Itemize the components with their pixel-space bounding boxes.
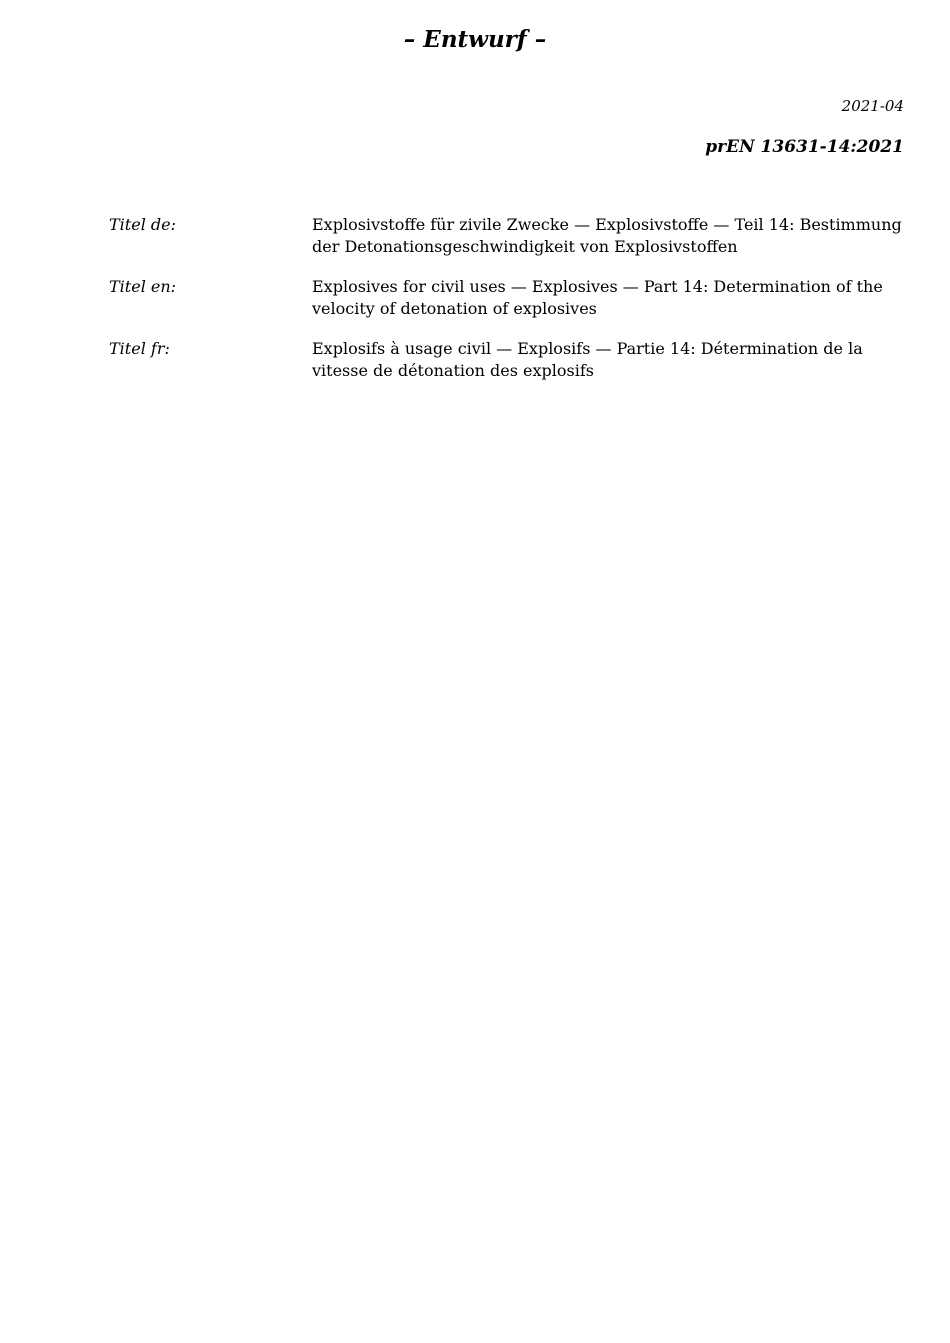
title-label-de: Titel de: [109,215,176,234]
title-row-fr [109,338,904,382]
title-block [109,214,904,400]
title-row-en [109,276,904,320]
document-date: 2021-04 [841,97,904,115]
title-text-en: Explosives for civil uses — Explosives — Part 14: Determination of the velocity of detonation of explosives [312,277,883,318]
title-label-en: Titel en: [109,277,177,296]
title-text-de: Explosivstoffe für zivile Zwecke — Explosivstoffe — Teil 14: Bestimmung der Detonationsgeschwindigkeit von Explosivstoffen [312,215,902,256]
draft-mark: – Entwurf – [403,26,547,53]
title-label-fr: Titel fr: [109,339,170,358]
title-text-fr: Explosifs à usage civil — Explosifs — Partie 14: Détermination de la vitesse de détonation des explosifs [312,339,863,380]
document-number: prEN 13631-14:2021 [705,137,904,157]
title-row-de [109,214,904,258]
